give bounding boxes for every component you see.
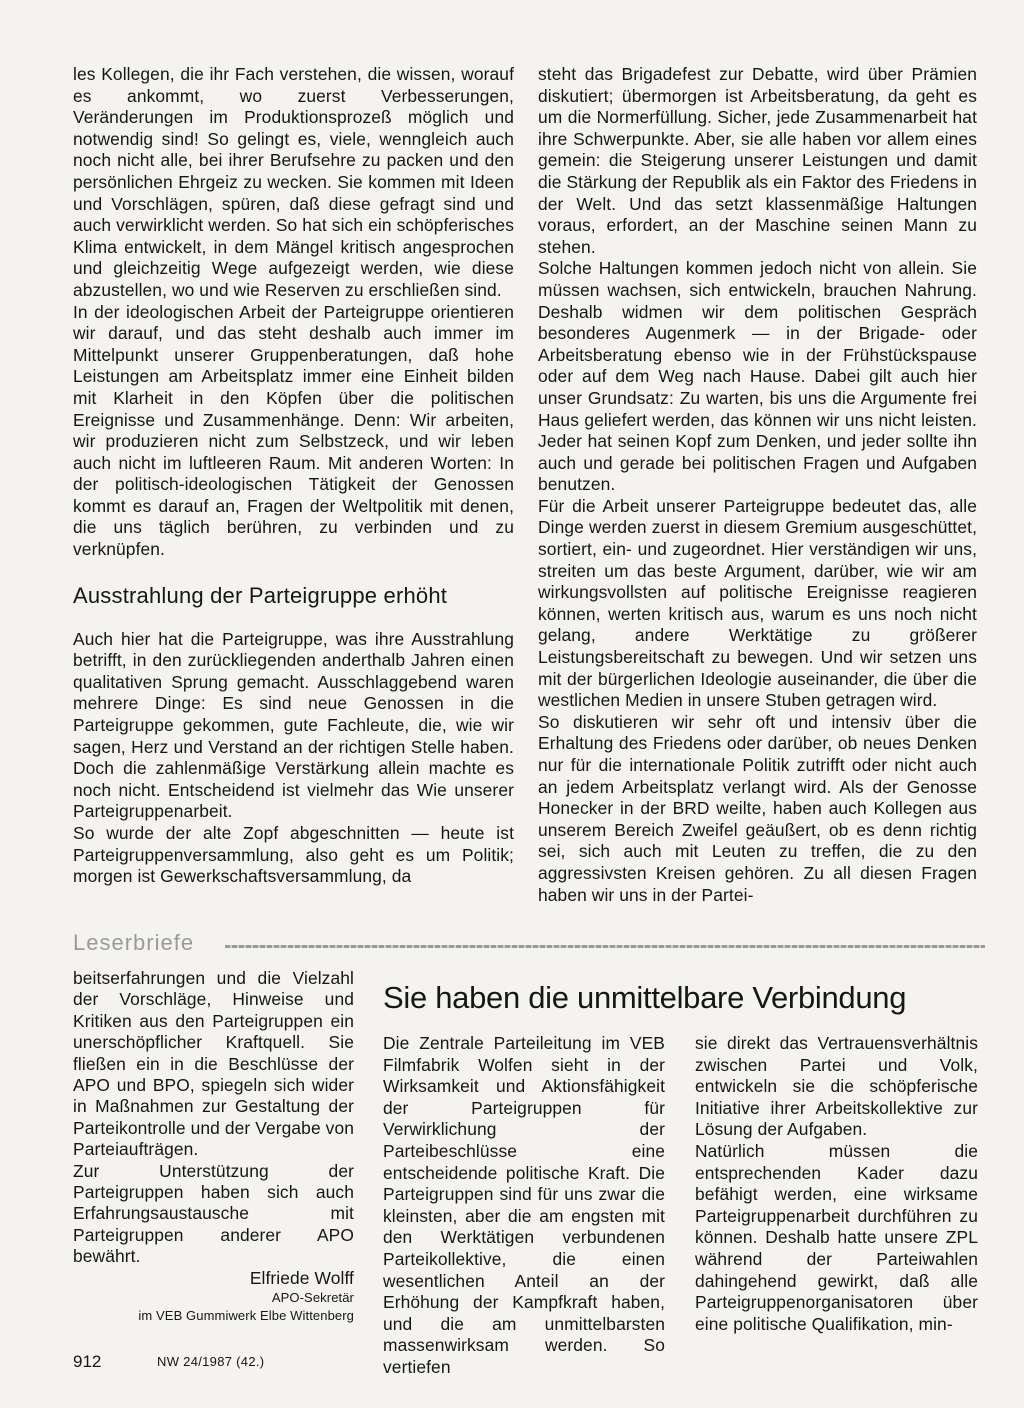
issue-reference: NW 24/1987 (42.) (157, 1354, 265, 1369)
article-column-right-top (538, 64, 977, 906)
article-column-middle-bottom (383, 1033, 665, 1379)
paragraph: Zur Unterstützung der Parteigruppen haben sich auch Erfahrungsaustausche mit Parteigruppen anderer APO bewährt. (73, 1160, 354, 1267)
paragraph: Natürlich müssen die entsprechenden Kader dazu befähigt werden, eine wirksame Parteigruppenarbeit durchführen zu können. Deshalb hatte unsere ZPL während der Parteiwahlen dahingehend gewirkt, daß alle Parteigruppenorganisatoren über eine politische Qualifikation, min- (695, 1140, 978, 1334)
paragraph: sie direkt das Vertrauensverhältnis zwischen Partei und Volk, entwickeln sie die schöpferische Initiative ihrer Arbeitskollektive zur Lösung der Aufgaben. (695, 1033, 978, 1140)
paragraph: les Kollegen, die ihr Fach verstehen, die wissen, worauf es ankommt, wo zuerst Verbesserungen, Veränderungen im Produktionsprozeß möglich und notwendig sind! So gelingt es, viele, wenngleich auch noch nicht alle, bei ihrer Berufsehre zu packen und den persönlichen Ehrgeiz zu wecken. Sie kommen mit Ideen und Vorschlägen, spüren, daß diese gefragt sind und auch verwirklicht werden. So hat sich ein schöpferisches Klima entwickelt, in dem Mängel kritisch angesprochen und gleichzeitig Wege aufgezeigt werden, wie diese abzustellen, wo und wie Reserven zu erschließen sind. (73, 64, 514, 300)
article-column-right-bottom (695, 1033, 978, 1335)
paragraph: Solche Haltungen kommen jedoch nicht von allein. Sie müssen wachsen, sich entwickeln, brauchen Nahrung. Deshalb widmen wir dem politischen Gespräch besonderes Augenmerk — in der Brigade- oder Arbeitsberatung ebenso wie in der Frühstückspause oder auf dem Weg nach Hause. Dabei gilt auch hier unser Grundsatz: Zu warten, bis uns die Argumente frei Haus geliefert werden, das können wir uns nicht leisten. Jeder hat seinen Kopf zum Denken, und jeder sollte ihn auch und gerade bei politischen Fragen und Aufgaben benutzen. (538, 258, 977, 495)
rubric-label: Leserbriefe (73, 930, 195, 955)
paragraph: So wurde der alte Zopf abgeschnitten — heute ist Parteigruppenversammlung, also geht es um Politik; morgen ist Gewerkschaftsversammlung, da (73, 823, 514, 887)
paragraph: Auch hier hat die Parteigruppe, was ihre Ausstrahlung betrifft, in den zurückliegenden anderthalb Jahren einen qualitativen Sprung gemacht. Ausschlaggebend waren mehrere Dinge: Es sind neue Genossen in die Parteigruppe gekommen, gute Fachleute, die, wie wir sagen, Herz und Verstand an der richtigen Stelle haben. Doch die zahlenmäßige Verstärkung allein machte es noch nicht. Entscheidend ist vielmehr das Wie unserer Parteigruppenarbeit. (73, 628, 514, 822)
paragraph: Die Zentrale Parteileitung im VEB Filmfabrik Wolfen sieht in der Wirksamkeit und Aktionsfähigkeit der Parteigruppen für Verwirklichung der Parteibeschlüsse eine entscheidende politische Kraft. Die Parteigruppen sind für uns zwar die kleinsten, aber die am engsten mit den Werktätigen verbundenen Parteikollektive, die einen wesentlichen Anteil an der Erhöhung der Kampfkraft haben, und die am unmittelbarsten massenwirksam werden. So vertiefen (383, 1033, 665, 1377)
paragraph: steht das Brigadefest zur Debatte, wird über Prämien diskutiert; übermorgen ist Arbeitsberatung, da geht es um die Normerfüllung. Sicher, jede Zusammenarbeit hat ihre Schwerpunkte. Aber, sie alle haben vor allem eines gemein: die Steigerung unserer Leistungen und damit die Stärkung der Republik als ein Faktor des Friedens in der Welt. Und das setzt klassenmäßige Haltungen voraus, erfordert, an der Maschine seinen Mann zu stehen. (538, 64, 977, 257)
author-role: APO-Sekretär (271, 1290, 354, 1306)
author-name: Elfriede Wolff (249, 1267, 354, 1288)
section-subheading: Ausstrahlung der Parteigruppe erhöht (73, 582, 448, 608)
paragraph: Für die Arbeit unserer Parteigruppe bedeutet das, alle Dinge werden zuerst in diesem Gremium ausgeschüttet, sortiert, ein- und zugeordnet. Hier verständigen wir uns, streiten um das beste Argument, darüber, wie wir am wirkungsvollsten auf politische Ereignisse reagieren können, werten kritisch aus, warum es uns noch nicht gelang, andere Werktätige zu größerer Leistungsbereitschaft zu bewegen. Und wir setzen uns mit der bürgerlichen Ideologie auseinander, die über die westlichen Medien in unsere Stuben getragen wird. (538, 495, 977, 711)
section-rubric (73, 930, 983, 960)
page-footer (73, 1352, 473, 1374)
paragraph: beitserfahrungen und die Vielzahl der Vorschläge, Hinweise und Kritiken aus den Parteigruppen ein unerschöpflicher Kraftquell. Sie fließen ein in die Beschlüsse der APO und BPO, spiegeln sich wider in Maßnahmen zur Gestaltung der Parteikontrolle und der Vergabe von Parteiaufträgen. (73, 968, 354, 1160)
article-headline: Sie haben die unmittelbare Verbindung (383, 980, 907, 1015)
paragraph: In der ideologischen Arbeit der Parteigruppe orientieren wir darauf, und das steht deshalb auch immer im Mittelpunkt unserer Gruppenberatungen, daß hohe Leistungen am Arbeitsplatz immer eine Einheit bilden mit Klarheit in den Köpfen über die politischen Ereignisse und Zusammenhänge. Denn: Wir arbeiten, wir produzieren nicht zum Selbstzeck, und wir leben auch nicht im luftleeren Raum. Mit anderen Worten: In der politisch-ideologischen Tätigkeit der Genossen kommt es darauf an, Fragen der Weltpolitik mit denen, die uns täglich berühren, zu verbinden und zu verknüpfen. (73, 301, 514, 560)
letter-column-left (73, 968, 354, 1325)
page-number: 912 (73, 1352, 102, 1371)
paragraph: So diskutieren wir sehr oft und intensiv über die Erhaltung des Friedens oder darüber, ob neues Denken nur für die internationale Politik zutrifft oder nicht auch an jedem Arbeitsplatz verlangt wird. Als der Genosse Honecker in der BRD weilte, haben auch Kollegen aus unserem Bereich Zweifel geäußert, ob es denn richtig sei, sich auch mit Leuten zu treffen, die zu den aggressivsten Kreisen gehören. Zu all diesen Fragen haben wir uns in der Partei- (538, 711, 977, 905)
article-column-left-top (73, 64, 514, 888)
rubric-divider (225, 945, 985, 948)
author-affiliation: im VEB Gummiwerk Elbe Wittenberg (138, 1308, 354, 1324)
